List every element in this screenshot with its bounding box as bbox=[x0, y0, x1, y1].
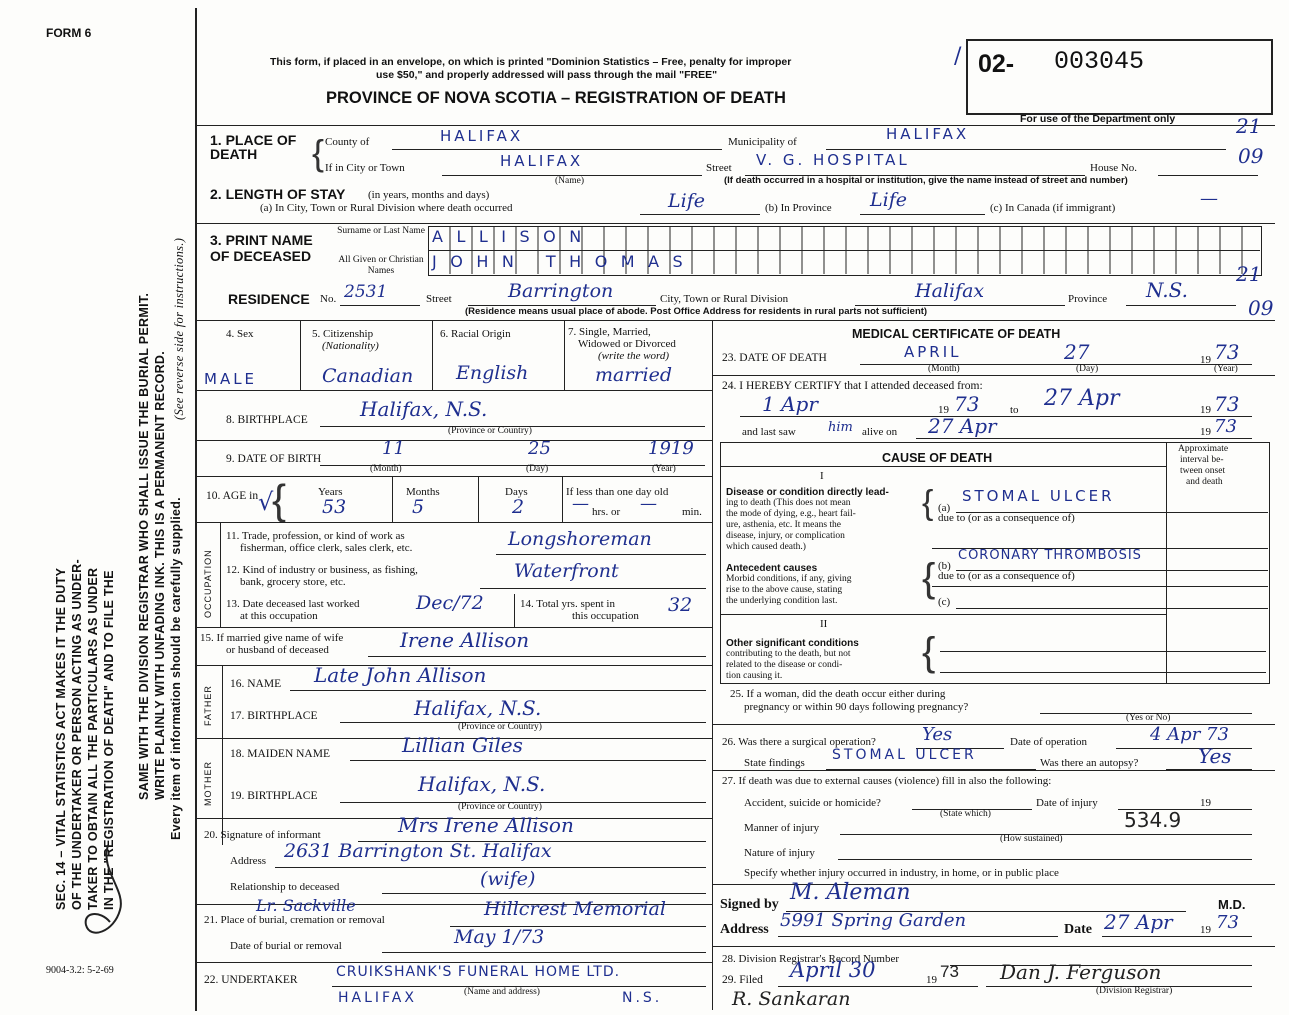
q11-label-1: 11. Trade, profession, or kind of work as bbox=[226, 530, 405, 542]
age-months: 5 bbox=[412, 496, 425, 518]
relationship-label: Relationship to deceased bbox=[230, 881, 340, 893]
q20-label: 20. Signature of informant bbox=[204, 829, 321, 841]
disease-label-5: disease, injury, or complication bbox=[726, 531, 845, 541]
roman-2: II bbox=[820, 618, 828, 630]
dob-month: 11 bbox=[382, 438, 405, 459]
sex-label: 4. Sex bbox=[226, 328, 254, 340]
death-month-note: (Month) bbox=[928, 364, 960, 374]
q25-label-2: pregnancy or within 90 days following pregnancy? bbox=[744, 701, 969, 713]
medical-header: MEDICAL CERTIFICATE OF DEATH bbox=[852, 327, 1061, 341]
citizenship-value: Canadian bbox=[322, 365, 414, 387]
md-label: M.D. bbox=[1218, 897, 1246, 912]
other-label-3: related to the disease or condi- bbox=[726, 660, 843, 670]
dob-year-note: (Year) bbox=[652, 464, 676, 474]
from-year-pre: 19 bbox=[938, 404, 949, 416]
burial-place: Hillcrest Memorial bbox=[484, 898, 666, 920]
q12-label-1: 12. Kind of industry or business, as fishing, bbox=[226, 564, 418, 576]
informant-signature: Mrs Irene Allison bbox=[398, 813, 574, 837]
county-value: HALIFAX bbox=[440, 127, 524, 145]
cause-b-label: (b) bbox=[938, 560, 951, 572]
registrar-signature: Dan J. Ferguson bbox=[1000, 960, 1162, 984]
antecedent-label-2: Morbid conditions, if any, giving bbox=[726, 574, 852, 584]
attended-from-year: 73 bbox=[954, 392, 980, 416]
last-seen-date: 27 Apr bbox=[928, 414, 997, 438]
clerk-signature: R. Sankaran bbox=[732, 988, 851, 1010]
death-year: 73 bbox=[1214, 340, 1240, 364]
injury-year-pre: 19 bbox=[1200, 797, 1211, 809]
physician-signature: M. Aleman bbox=[790, 880, 911, 905]
autopsy-label: Was there an autopsy? bbox=[1040, 757, 1139, 769]
death-year-pre: 19 bbox=[1200, 354, 1211, 366]
stay-c-label: (c) In Canada (if immigrant) bbox=[990, 202, 1116, 214]
stay-c-value: — bbox=[1200, 188, 1218, 209]
physician-year-pre: 19 bbox=[1200, 924, 1211, 936]
disease-label-2: ing to death (This does not mean bbox=[726, 498, 851, 508]
q14-label-2: this occupation bbox=[572, 610, 639, 622]
interval-label-3: tween onset bbox=[1180, 466, 1226, 476]
q28-label: 28. Division Registrar's Record Number bbox=[722, 953, 900, 965]
occupation-trade: Longshoreman bbox=[508, 528, 652, 550]
attended-to: 27 Apr bbox=[1044, 386, 1120, 411]
marital-value: married bbox=[595, 364, 672, 386]
how-sustained-note: (How sustained) bbox=[1000, 834, 1063, 844]
spouse-name: Irene Allison bbox=[400, 628, 530, 652]
mother-side-label: MOTHER bbox=[203, 761, 213, 806]
place-code-1: 21 bbox=[1236, 114, 1262, 138]
city-value: HALIFAX bbox=[500, 152, 584, 170]
given-value: JOHN THOMAS bbox=[432, 252, 697, 271]
column-divider bbox=[712, 320, 713, 1010]
other-label-1: Other significant conditions bbox=[726, 638, 859, 649]
death-month: APRIL bbox=[904, 343, 962, 361]
residence-province-label: Province bbox=[1068, 293, 1108, 305]
age-checkmark: √ bbox=[258, 488, 274, 516]
cause-c-label: (c) bbox=[938, 596, 951, 608]
undertaker-city: HALIFAX bbox=[338, 990, 417, 1006]
reg-prefix: 02- bbox=[978, 50, 1015, 78]
due-to-label-a: due to (or as a consequence of) bbox=[938, 512, 1075, 524]
interval-label-2: interval be- bbox=[1180, 455, 1224, 465]
place-of-death-label: 1. PLACE OF DEATH bbox=[210, 132, 297, 162]
last-seen-him: him bbox=[828, 420, 853, 435]
q12-label-2: bank, grocery store, etc. bbox=[240, 576, 346, 588]
age-days: 2 bbox=[512, 496, 525, 518]
father-name: Late John Allison bbox=[314, 663, 487, 687]
q22-label: 22. UNDERTAKER bbox=[204, 974, 298, 986]
physician-address-label: Address bbox=[720, 922, 769, 937]
disease-label-6: which caused death.) bbox=[726, 542, 806, 552]
operation-date: 4 Apr 73 bbox=[1150, 724, 1229, 745]
occupation-years: 32 bbox=[668, 594, 693, 616]
registrar-note: (Division Registrar) bbox=[1096, 986, 1173, 996]
q14-label-1: 14. Total yrs. spent in bbox=[520, 598, 615, 610]
dob-label: 9. DATE OF BIRTH bbox=[226, 453, 322, 465]
age-min-label: min. bbox=[682, 506, 702, 518]
form-title: PROVINCE OF NOVA SCOTIA – REGISTRATION OF DEATH bbox=[326, 89, 786, 107]
physician-address: 5991 Spring Garden bbox=[780, 910, 967, 931]
marital-label-3: (write the word) bbox=[598, 350, 670, 362]
age-label: 10. AGE in bbox=[206, 490, 259, 502]
residence-city-label: City, Town or Rural Division bbox=[660, 293, 789, 305]
residence-label: RESIDENCE bbox=[228, 291, 310, 307]
age-years: 53 bbox=[322, 496, 347, 518]
autopsy-value: Yes bbox=[1198, 744, 1232, 768]
q19-label: 19. BIRTHPLACE bbox=[230, 790, 318, 802]
q11-label-2: fisherman, office clerk, sales clerk, etc. bbox=[240, 542, 413, 554]
dob-year: 1919 bbox=[648, 438, 694, 459]
side-text-2: OF THE UNDERTAKER OR PERSON ACTING AS UNDER- bbox=[70, 559, 84, 910]
operation-value: Yes bbox=[922, 724, 953, 745]
reg-checkmark: / bbox=[954, 44, 962, 69]
street-label: Street bbox=[706, 162, 732, 174]
age-months-label: Months bbox=[406, 486, 440, 498]
interval-label-4: and death bbox=[1186, 477, 1223, 487]
specify-label: Specify whether injury occurred in industry, in home, or in public place bbox=[744, 867, 1059, 879]
side-text-5: SAME WITH THE DIVISION REGISTRAR WHO SHALL ISSUE THE BURIAL PERMIT. bbox=[137, 292, 151, 800]
dob-day-note: (Day) bbox=[526, 464, 549, 474]
q23-label: 23. DATE OF DEATH bbox=[722, 352, 827, 364]
county-label: County of bbox=[325, 136, 370, 148]
due-to-label-b: due to (or as a consequence of) bbox=[938, 570, 1075, 582]
form-code: 9004-3.2: 5-2-69 bbox=[46, 965, 114, 976]
q24-label: 24. I HEREBY CERTIFY that I attended deceased from: bbox=[722, 380, 983, 392]
cause-b-value: CORONARY THROMBOSIS bbox=[958, 548, 1142, 563]
residence-province-value: N.S. bbox=[1146, 278, 1188, 302]
burial-date: May 1/73 bbox=[454, 926, 545, 948]
q27-label: 27. If death was due to external causes (violence) fill in also the following: bbox=[722, 775, 1052, 787]
dob-month-note: (Month) bbox=[370, 464, 402, 474]
length-of-stay-label: 2. LENGTH OF STAY bbox=[210, 186, 346, 202]
injury-date-label: Date of injury bbox=[1036, 797, 1098, 809]
q13-label-2: at this occupation bbox=[240, 610, 318, 622]
death-day: 27 bbox=[1064, 340, 1090, 364]
length-of-stay-sub: (in years, months and days) bbox=[368, 189, 490, 201]
death-day-note: (Day) bbox=[1076, 364, 1099, 374]
death-year-note: (Year) bbox=[1214, 364, 1238, 374]
occupation-side-label: OCCUPATION bbox=[203, 549, 213, 618]
envelope-note-2: use $50," and properly addressed will pass through the mail "FREE" bbox=[376, 69, 718, 81]
cause-a-value: STOMAL ULCER bbox=[962, 487, 1115, 505]
filed-year-pre: 19 bbox=[926, 974, 937, 986]
q29-label: 29. Filed bbox=[722, 974, 763, 986]
last-seen-year: 73 bbox=[1214, 416, 1237, 437]
to-label: to bbox=[1010, 404, 1019, 416]
margin-scribble bbox=[80, 840, 140, 950]
q21-label: 21. Place of burial, cremation or removal bbox=[204, 914, 385, 926]
marital-label-2: Widowed or Divorced bbox=[578, 338, 676, 350]
city-name-note: (Name) bbox=[555, 176, 585, 186]
q15-label-1: 15. If married give name of wife bbox=[200, 632, 344, 644]
stay-b-value: Life bbox=[870, 189, 907, 211]
undertaker-note: (Name and address) bbox=[464, 987, 540, 997]
marital-label-1: 7. Single, Married, bbox=[568, 326, 651, 338]
surname-label: Surname or Last Name bbox=[337, 226, 425, 236]
residence-no-label: No. bbox=[320, 293, 337, 305]
citizenship-label: 5. Citizenship bbox=[312, 328, 374, 340]
filed-year: 73 bbox=[940, 962, 959, 981]
mother-birthplace: Halifax, N.S. bbox=[418, 772, 546, 796]
informant-address: 2631 Barrington St. Halifax bbox=[284, 840, 552, 862]
house-label: House No. bbox=[1090, 162, 1138, 174]
state-which-note: (State which) bbox=[940, 809, 991, 819]
occupation-industry: Waterfront bbox=[514, 560, 619, 582]
undertaker-name: CRUIKSHANK'S FUNERAL HOME LTD. bbox=[336, 964, 621, 980]
side-text-8: (See reverse side for instructions.) bbox=[172, 237, 186, 420]
father-prov-note: (Province or Country) bbox=[458, 722, 542, 732]
residence-city-value: Halifax bbox=[915, 280, 985, 302]
q13-label-1: 13. Date deceased last worked bbox=[226, 598, 360, 610]
physician-date-year: 73 bbox=[1216, 912, 1239, 933]
q17-label: 17. BIRTHPLACE bbox=[230, 710, 318, 722]
antecedent-label-4: the underlying condition last. bbox=[726, 596, 838, 606]
age-years-label: Years bbox=[318, 486, 343, 498]
physician-date: 27 Apr bbox=[1104, 910, 1173, 934]
dob-day: 25 bbox=[528, 438, 551, 459]
filed-date: April 30 bbox=[790, 958, 876, 982]
physician-date-label: Date bbox=[1064, 922, 1092, 937]
undertaker-prov: N.S. bbox=[622, 990, 663, 1006]
birthplace-note: (Province or Country) bbox=[448, 426, 532, 436]
roman-1: I bbox=[820, 470, 824, 482]
given-label: All Given or Christian Names bbox=[338, 255, 424, 276]
burial-date-label: Date of burial or removal bbox=[230, 940, 342, 952]
residence-street-value: Barrington bbox=[508, 280, 614, 302]
father-side-label: FATHER bbox=[203, 685, 213, 726]
q25-label-1: 25. If a woman, did the death occur either during bbox=[730, 688, 946, 700]
attended-to-year: 73 bbox=[1214, 392, 1240, 416]
municipality-label: Municipality of bbox=[728, 136, 797, 148]
less-than-day-label: If less than one day old bbox=[566, 486, 669, 498]
father-birthplace: Halifax, N.S. bbox=[414, 696, 542, 720]
residence-no-value: 2531 bbox=[344, 282, 388, 302]
alive-on-label: alive on bbox=[862, 426, 898, 438]
stay-b-label: (b) In Province bbox=[765, 202, 832, 214]
birthplace-value: Halifax, N.S. bbox=[360, 397, 488, 421]
accident-label: Accident, suicide or homicide? bbox=[744, 797, 881, 809]
attended-from: 1 Apr bbox=[762, 392, 818, 416]
q16-label: 16. NAME bbox=[230, 678, 282, 690]
cause-header: CAUSE OF DEATH bbox=[882, 451, 993, 465]
sex-value: MALE bbox=[204, 370, 258, 388]
other-label-2: contributing to the death, but not bbox=[726, 649, 851, 659]
relationship-value: (wife) bbox=[480, 868, 536, 890]
yes-no-note: (Yes or No) bbox=[1126, 713, 1171, 723]
last-seen-year-pre: 19 bbox=[1200, 426, 1211, 438]
other-label-4: tion causing it. bbox=[726, 671, 783, 681]
citizenship-sub: (Nationality) bbox=[322, 340, 379, 352]
print-name-label: 3. PRINT NAME OF DECEASED bbox=[210, 232, 313, 264]
interval-label-1: Approximate bbox=[1178, 444, 1229, 454]
residence-note: (Residence means usual place of abode. Post Office Address for residents in rural parts not sufficient) bbox=[465, 306, 928, 317]
side-text-4: IN THE "REGISTRATION OF DEATH" AND TO FILE THE bbox=[102, 570, 116, 910]
envelope-note-1: This form, if placed in an envelope, on which is printed "Dominion Statistics – Free, penalty for improper bbox=[270, 56, 792, 68]
disease-label-4: ure, asthenia, etc. It means the bbox=[726, 520, 842, 530]
q15-label-2: or husband of deceased bbox=[226, 644, 329, 656]
residence-street-label: Street bbox=[426, 293, 452, 305]
side-text-6: WRITE PLAINLY WITH UNFADING INK. THIS IS A PERMANENT RECORD. bbox=[153, 350, 167, 800]
informant-address-label: Address bbox=[230, 855, 267, 867]
surname-value: ALLISON bbox=[432, 227, 595, 246]
side-text-7: Every item of information should be carefully supplied. bbox=[169, 497, 183, 840]
antecedent-label-3: rise to the above cause, stating bbox=[726, 585, 843, 595]
city-label: If in City or Town bbox=[325, 162, 405, 174]
reg-number: 003045 bbox=[1054, 47, 1145, 76]
stay-a-label: (a) In City, Town or Rural Division where death occurred bbox=[260, 202, 513, 214]
operation-date-label: Date of operation bbox=[1010, 736, 1087, 748]
age-hrs-label: hrs. or bbox=[592, 506, 621, 518]
dept-use-note: For use of the Department only bbox=[1020, 113, 1176, 125]
signed-by-label: Signed by bbox=[720, 897, 779, 912]
q18-label: 18. MAIDEN NAME bbox=[230, 748, 330, 760]
burial-place-note: Lr. Sackville bbox=[256, 896, 356, 915]
mother-name: Lillian Giles bbox=[402, 733, 523, 757]
place-code-2: 09 bbox=[1238, 144, 1264, 168]
mother-prov-note: (Province or Country) bbox=[458, 802, 542, 812]
findings-value: STOMAL ULCER bbox=[832, 747, 977, 763]
age-min: — bbox=[640, 494, 657, 514]
side-text-1: SEC. 14 – VITAL STATISTICS ACT MAKES IT THE DUTY bbox=[54, 567, 68, 910]
age-hrs: — bbox=[572, 494, 589, 514]
residence-code-2: 09 bbox=[1248, 296, 1274, 320]
nature-label: Nature of injury bbox=[744, 847, 815, 859]
form-label: FORM 6 bbox=[46, 26, 92, 40]
manner-label: Manner of injury bbox=[744, 822, 820, 834]
cause-a-label: (a) bbox=[938, 502, 951, 514]
q26-label: 26. Was there a surgical operation? bbox=[722, 736, 876, 748]
street-value: V. G. HOSPITAL bbox=[756, 151, 910, 169]
age-days-label: Days bbox=[505, 486, 528, 498]
findings-label: State findings bbox=[744, 757, 805, 769]
racial-label: 6. Racial Origin bbox=[440, 328, 511, 340]
last-seen-label: and last saw bbox=[742, 426, 796, 438]
frame-left bbox=[195, 8, 197, 1011]
racial-value: English bbox=[456, 362, 529, 384]
hospital-note: (If death occurred in a hospital or institution, give the name instead of street and number) bbox=[724, 175, 1128, 186]
municipality-value: HALIFAX bbox=[886, 125, 970, 143]
to-year-pre: 19 bbox=[1200, 404, 1211, 416]
code-5349: 534.9 bbox=[1124, 808, 1182, 832]
residence-code-1: 21 bbox=[1236, 262, 1262, 286]
occupation-last-worked: Dec/72 bbox=[416, 592, 484, 614]
disease-label-3: the mode of dying, e.g., heart fail- bbox=[726, 509, 856, 519]
antecedent-label-1: Antecedent causes bbox=[726, 563, 818, 574]
stay-a-value: Life bbox=[668, 190, 705, 212]
disease-label-1: Disease or condition directly lead- bbox=[726, 487, 889, 498]
birthplace-label: 8. BIRTHPLACE bbox=[226, 414, 308, 426]
side-text-3: TAKER TO OBTAIN ALL THE PARTICULARS AS UNDER bbox=[86, 567, 100, 910]
